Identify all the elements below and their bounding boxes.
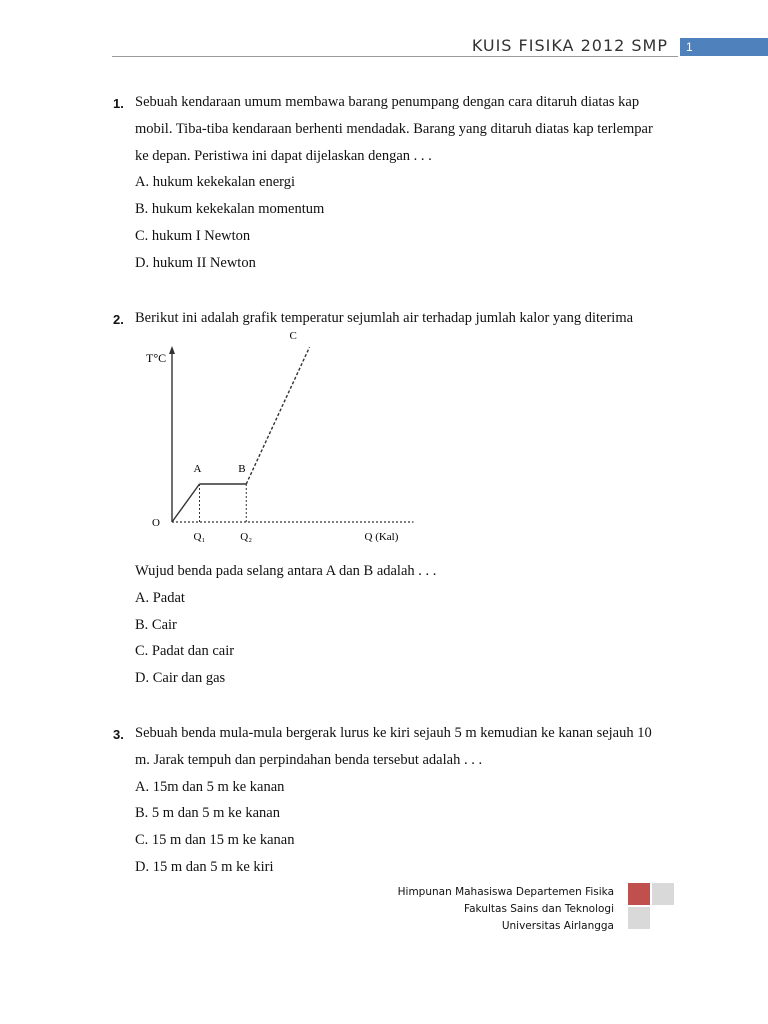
question-2-option-a: A. Padat: [135, 590, 185, 606]
question-1-number: 1.: [113, 96, 124, 111]
point-label: B: [238, 463, 246, 475]
footer-gray-square: [628, 907, 650, 929]
question-2-option-d: D. Cair dan gas: [135, 670, 226, 686]
series-segment: [246, 347, 309, 484]
question-3-option-c: C. 15 m dan 15 m ke kanan: [135, 832, 295, 848]
footer-gray-square: [652, 883, 674, 905]
question-1-option-b: B. hukum kekekalan momentum: [135, 201, 325, 217]
x-tick-label: Q₁: [193, 531, 206, 543]
footer-line: Universitas Airlangga: [501, 920, 614, 932]
question-3-option-a: A. 15m dan 5 m ke kanan: [135, 779, 285, 795]
header-divider: [112, 56, 678, 57]
question-3-number: 3.: [113, 727, 124, 742]
point-label: O: [152, 517, 160, 529]
question-2-option-c: C. Padat dan cair: [135, 643, 235, 659]
x-tick-label: Q₂: [240, 531, 253, 543]
question-1-option-d: D. hukum II Newton: [135, 255, 256, 271]
question-1-option-a: A. hukum kekekalan energi: [135, 174, 295, 190]
x-axis-label: Q (Kal): [364, 531, 399, 543]
footer-line: Himpunan Mahasiswa Departemen Fisika: [397, 886, 614, 898]
question-1-text-line: mobil. Tiba-tiba kendaraan berhenti mendadak. Barang yang ditaruh diatas kap terlempar: [135, 121, 653, 137]
page-number-badge: 1: [680, 38, 768, 56]
question-1-text-line: Sebuah kendaraan umum membawa barang penumpang dengan cara ditaruh diatas kap: [135, 94, 640, 110]
question-3-option-d: D. 15 m dan 5 m ke kiri: [135, 859, 274, 875]
question-1-option-c: C. hukum I Newton: [135, 228, 251, 244]
series-segment: [172, 484, 200, 522]
point-label: C: [289, 330, 297, 343]
question-2-prompt: Wujud benda pada selang antara A dan B adalah . . .: [135, 563, 437, 579]
footer-line: Fakultas Sains dan Teknologi: [464, 903, 614, 915]
question-2-option-b: B. Cair: [135, 617, 177, 633]
temperature-heat-graph: [140, 330, 400, 550]
question-3-option-b: B. 5 m dan 5 m ke kanan: [135, 805, 280, 821]
y-axis-label: T°C: [146, 351, 167, 365]
point-label: A: [193, 463, 202, 475]
question-3-text-line: Sebuah benda mula-mula bergerak lurus ke kiri sejauh 5 m kemudian ke kanan sejauh 10: [135, 725, 652, 741]
question-2-number: 2.: [113, 312, 124, 327]
footer-red-square: [628, 883, 650, 905]
question-1-text-line: ke depan. Peristiwa ini dapat dijelaskan dengan . . .: [135, 148, 432, 164]
footer-institution: [398, 884, 614, 935]
y-axis-arrow-icon: [169, 346, 175, 354]
question-3-text-line: m. Jarak tempuh dan perpindahan benda tersebut adalah . . .: [135, 752, 483, 768]
header-title: KUIS FISIKA 2012 SMP: [471, 36, 668, 55]
question-2-text-line: Berikut ini adalah grafik temperatur sejumlah air terhadap jumlah kalor yang diterima: [135, 310, 634, 326]
